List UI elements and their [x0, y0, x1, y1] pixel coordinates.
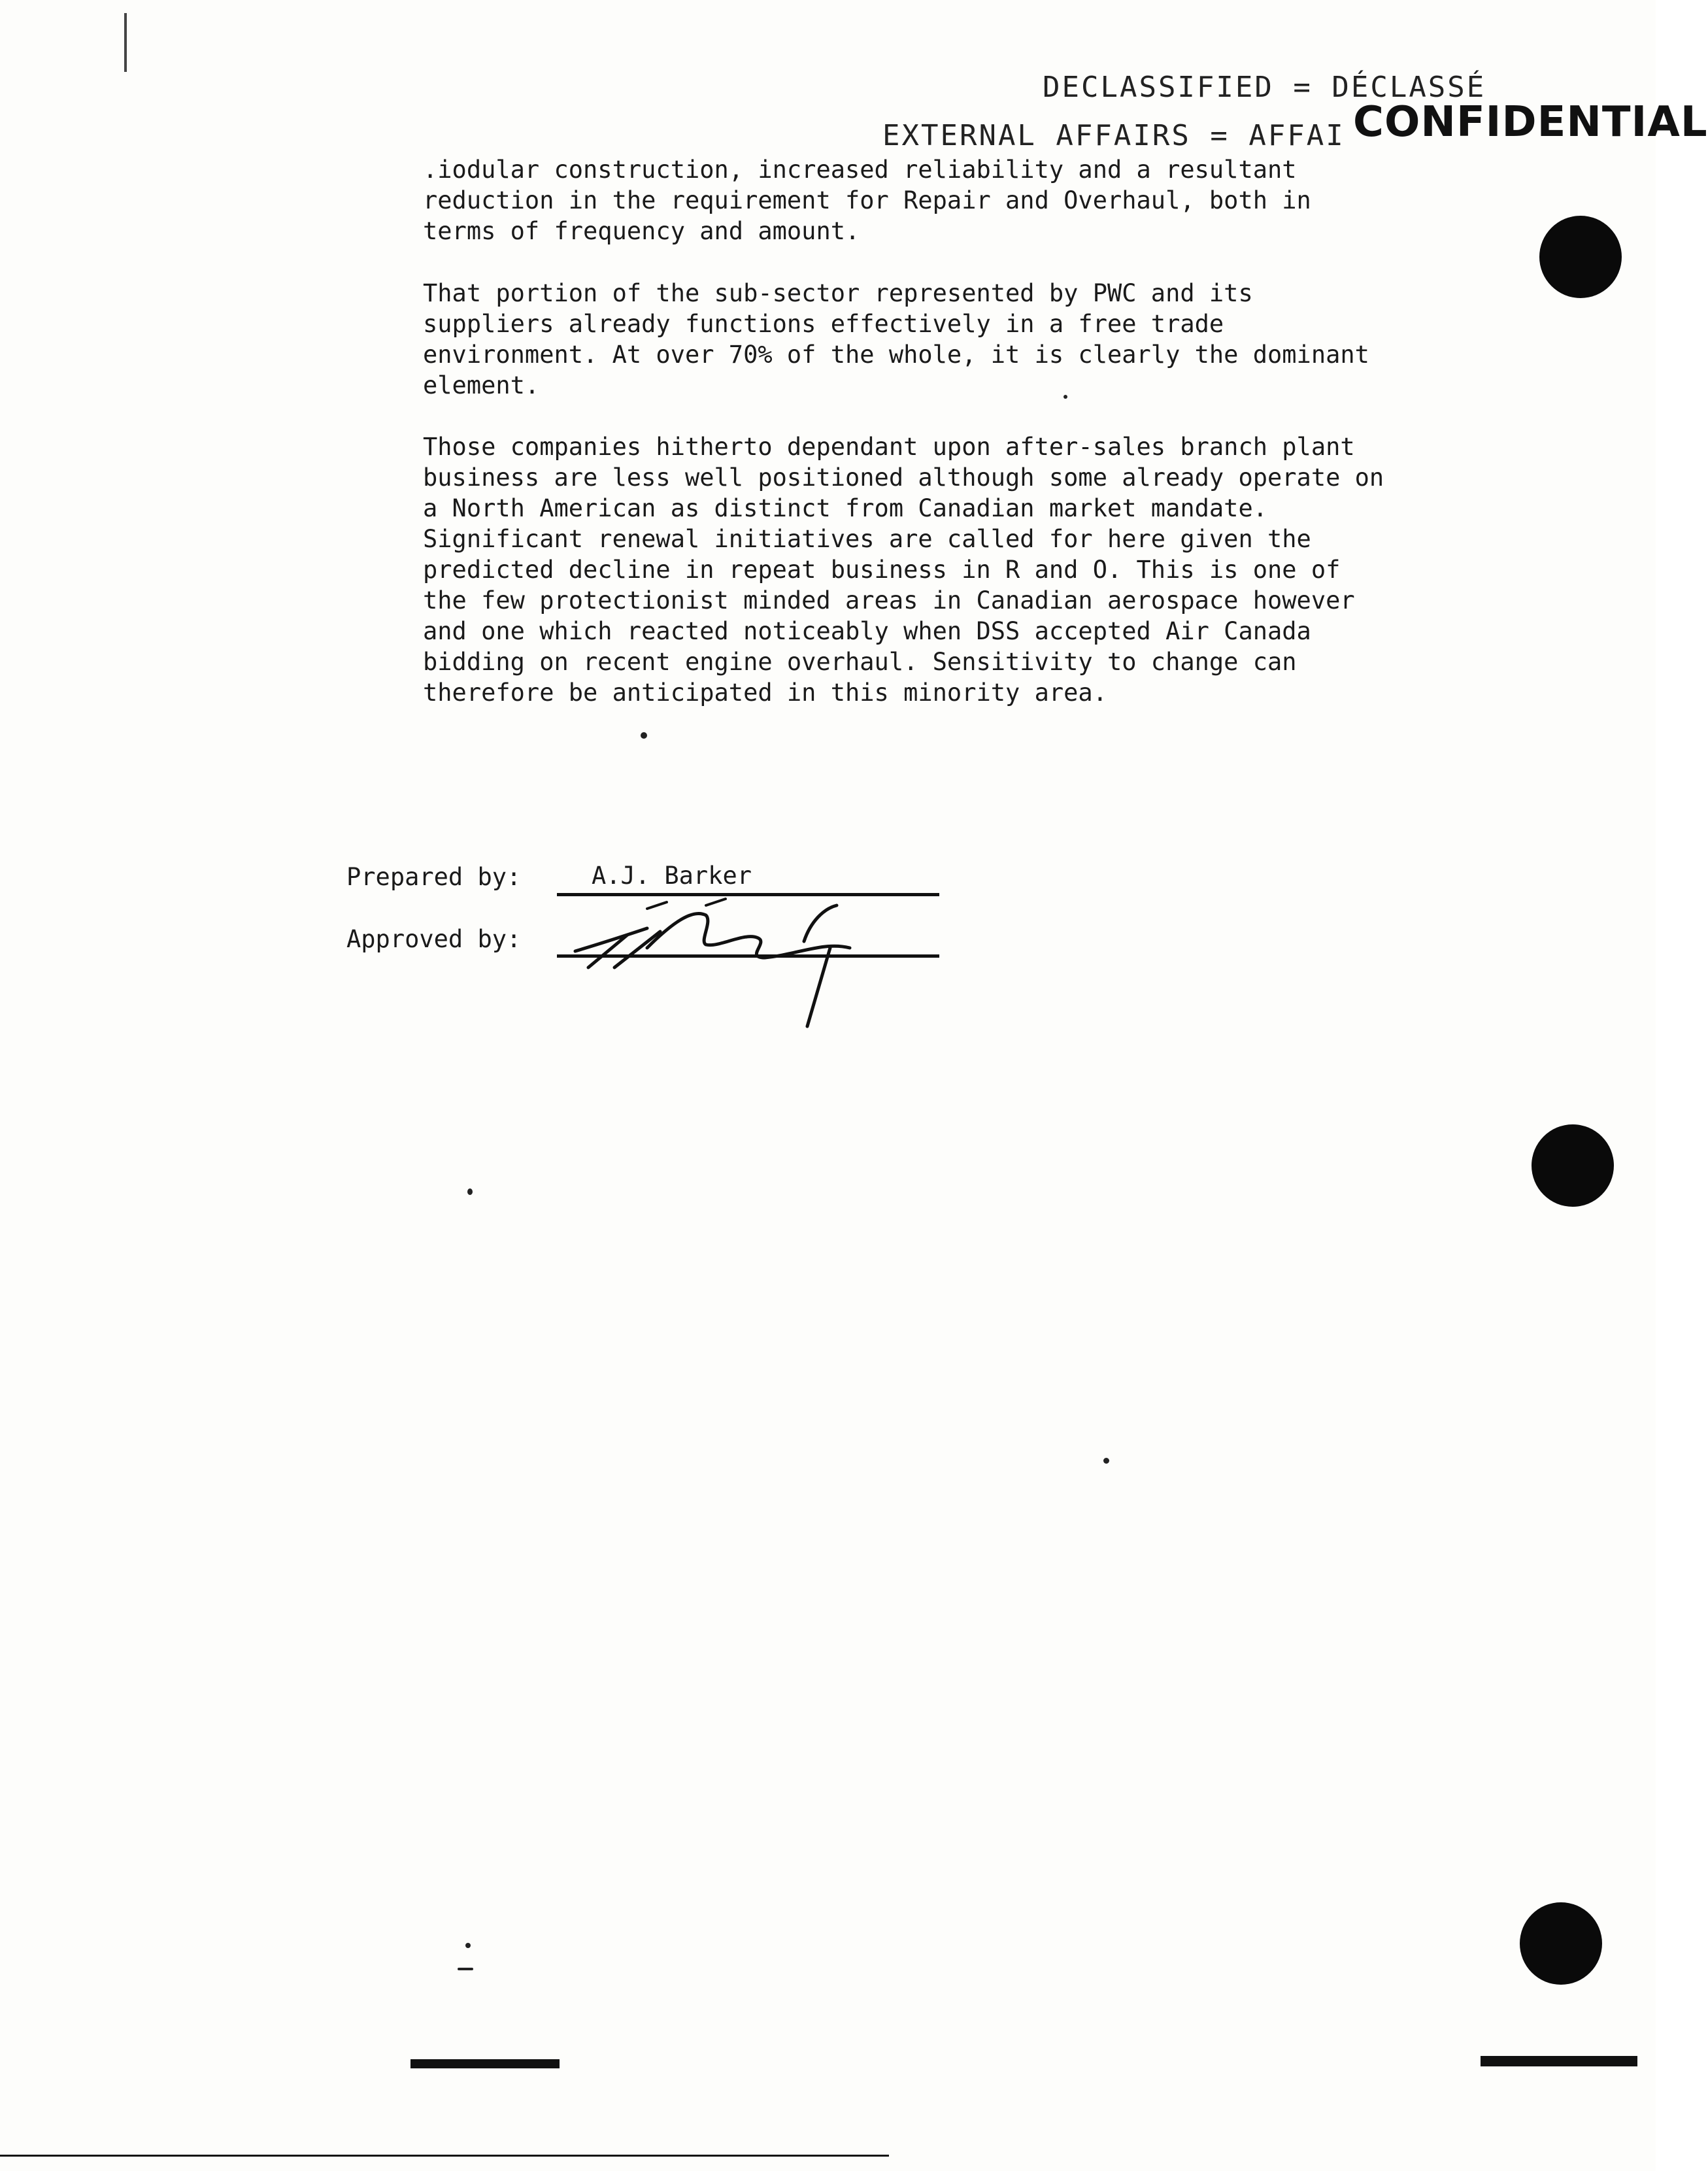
scan-speck — [641, 732, 647, 739]
scan-speck — [465, 1943, 471, 1948]
paragraph-modular-construction: .iodular construction, increased reliability and a resultant reduction in the requirement for Repair and Overhaul, both in terms of frequency and amount. — [423, 156, 1311, 245]
confidential-stamp: CONFIDENTIAL — [1353, 98, 1708, 146]
approved-by-label: Approved by: — [346, 925, 522, 953]
scan-speck — [458, 1968, 473, 1970]
paragraph-pwc-portion: That portion of the sub-sector represented by PWC and its suppliers already functions effectively in a free trade environment. At over 70% of the whole, it is clearly the dominant element. — [423, 279, 1369, 399]
scan-edge-mark — [124, 13, 127, 72]
scan-speck — [1063, 395, 1067, 399]
declassified-stamp: DECLASSIFIED = DÉCLASSÉ — [1043, 71, 1486, 104]
scan-speck — [1103, 1458, 1109, 1464]
scan-bar-left — [410, 2059, 560, 2068]
scan-bar-right — [1481, 2056, 1637, 2066]
paragraph-branch-plant-companies: Those companies hitherto dependant upon after-sales branch plant business are less well positioned although some already operate on a North American as distinct from Canadian market mandate. Significant renewal initiatives are called for here given the predicted decline in repeat business in R and O. This is one of the few protectionist minded areas in Canadian aerospace however and one which reacted noticeably when DSS accepted Air Canada bidding on recent engine overhaul. Sensitivity to change can therefore be anticipated in this minority area. — [423, 433, 1384, 707]
punch-hole-top — [1539, 216, 1622, 298]
punch-hole-bottom — [1520, 1902, 1602, 1985]
scan-bottom-rule — [0, 2155, 889, 2157]
approval-signature — [549, 896, 915, 1033]
external-affairs-stamp: EXTERNAL AFFAIRS = AFFAI — [882, 119, 1345, 152]
prepared-by-label: Prepared by: — [346, 863, 522, 891]
scan-speck — [467, 1188, 473, 1195]
punch-hole-middle — [1532, 1124, 1614, 1207]
prepared-by-name: A.J. Barker — [592, 862, 752, 890]
